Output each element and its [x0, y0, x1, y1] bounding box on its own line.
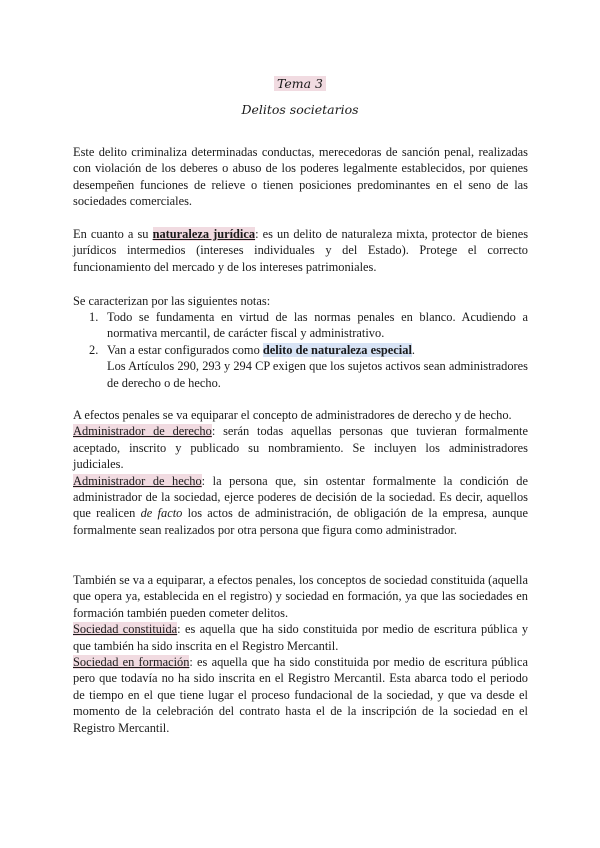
- list-item-number: 2.: [89, 342, 99, 357]
- administradores-section: [73, 407, 528, 538]
- list-item-prefix: Van a estar configurados como: [107, 342, 263, 357]
- list-item-text: Todo se fundamenta en virtud de las normas penales en blanco. Acudiendo a normativa mercantil, de carácter fiscal y administrativo.: [107, 310, 528, 341]
- page-title-text: Tema 3: [274, 76, 326, 91]
- sociedad-constituida-paragraph: [73, 621, 528, 654]
- naturaleza-term: naturaleza jurídica: [152, 227, 256, 241]
- sociedad-formacion-paragraph: [73, 654, 528, 736]
- notas-list: [73, 309, 528, 391]
- naturaleza-paragraph: [73, 226, 528, 275]
- notas-intro: Se caracterizan por las siguientes notas:: [73, 294, 271, 308]
- naturaleza-rest: : es un delito de naturaleza mixta, protector de bienes jurídicos intermedios (intereses individuales y del Estado). Protege el correcto funcionamiento del mercado y de los intereses patrimoniales.: [73, 227, 529, 274]
- administrador-hecho-text-2: los actos de administración, de obligación de la empresa, aunque formalmente sean realizados por otra persona que figura como administrador.: [73, 506, 528, 537]
- sociedades-intro: También se va a equiparar, a efectos penales, los conceptos de sociedad constituida (aquella que opera ya, establecida en el registro) y sociedad en formación, ya que las sociedades en formación también pueden cometer delitos.: [73, 573, 528, 620]
- list-item-highlight: delito de naturaleza especial: [262, 342, 412, 357]
- administrador-derecho-term: Administrador de derecho: [73, 424, 212, 439]
- administrador-hecho-text-1: : la persona que, sin ostentar formalmente la condición de administrador de la sociedad, ejerce poderes de decisión de la sociedad. Es decir, aquellos que realicen: [73, 473, 528, 521]
- administradores-intro: A efectos penales se va equiparar el concepto de administradores de derecho y de hecho.: [73, 408, 512, 422]
- administrador-derecho-paragraph: [73, 423, 528, 472]
- sociedad-constituida-term: Sociedad constituida: [73, 622, 178, 637]
- sociedad-formacion-term: Sociedad en formación: [73, 655, 190, 670]
- administrador-derecho-text: : serán todas aquellas personas que tuvieran formalmente aceptado, inscrito y publicado su nombramiento. Se incluyen los administradores judiciales.: [73, 424, 528, 472]
- administrador-hecho-paragraph: [73, 473, 528, 539]
- list-item-detail: Los Artículos 290, 293 y 294 CP exigen que los sujetos activos sean administradores de derecho o de hecho.: [107, 359, 528, 390]
- administrador-hecho-term: Administrador de hecho: [73, 473, 202, 488]
- list-item: [73, 342, 528, 391]
- intro-paragraph: Este delito criminaliza determinadas conductas, merecedoras de sanción penal, realizadas con violación de los deberes o abuso de los poderes legalmente establecidos, por quienes desempeñen funciones de relieve o tienen posiciones predominantes en el seno de las sociedades comerciales.: [73, 145, 528, 209]
- list-item: [73, 309, 528, 342]
- sociedad-formacion-text: : es aquella que ha sido constituida por medio de escritura pública pero que todavía no ha sido inscrita en el Registro Mercantil. Esta abarca todo el periodo de tiempo en el que tiene lugar el proceso fundacional de la sociedad, y que va desde el momento de la celebración del contrato hasta el de la inscripción de la sociedad en el Registro Mercantil.: [73, 655, 528, 735]
- sociedad-constituida-text: : es aquella que ha sido constituida por medio de escritura pública y que también ha sido inscrita en el Registro Mercantil.: [73, 622, 529, 653]
- administrador-hecho-italic: de facto: [140, 506, 183, 521]
- page-subtitle: Delitos societarios: [241, 102, 359, 117]
- naturaleza-prefix: En cuanto a su: [73, 227, 153, 241]
- page-title: [0, 76, 600, 91]
- list-item-number: 1.: [89, 310, 99, 324]
- sociedades-section: [73, 572, 528, 736]
- list-item-suffix: .: [411, 342, 415, 357]
